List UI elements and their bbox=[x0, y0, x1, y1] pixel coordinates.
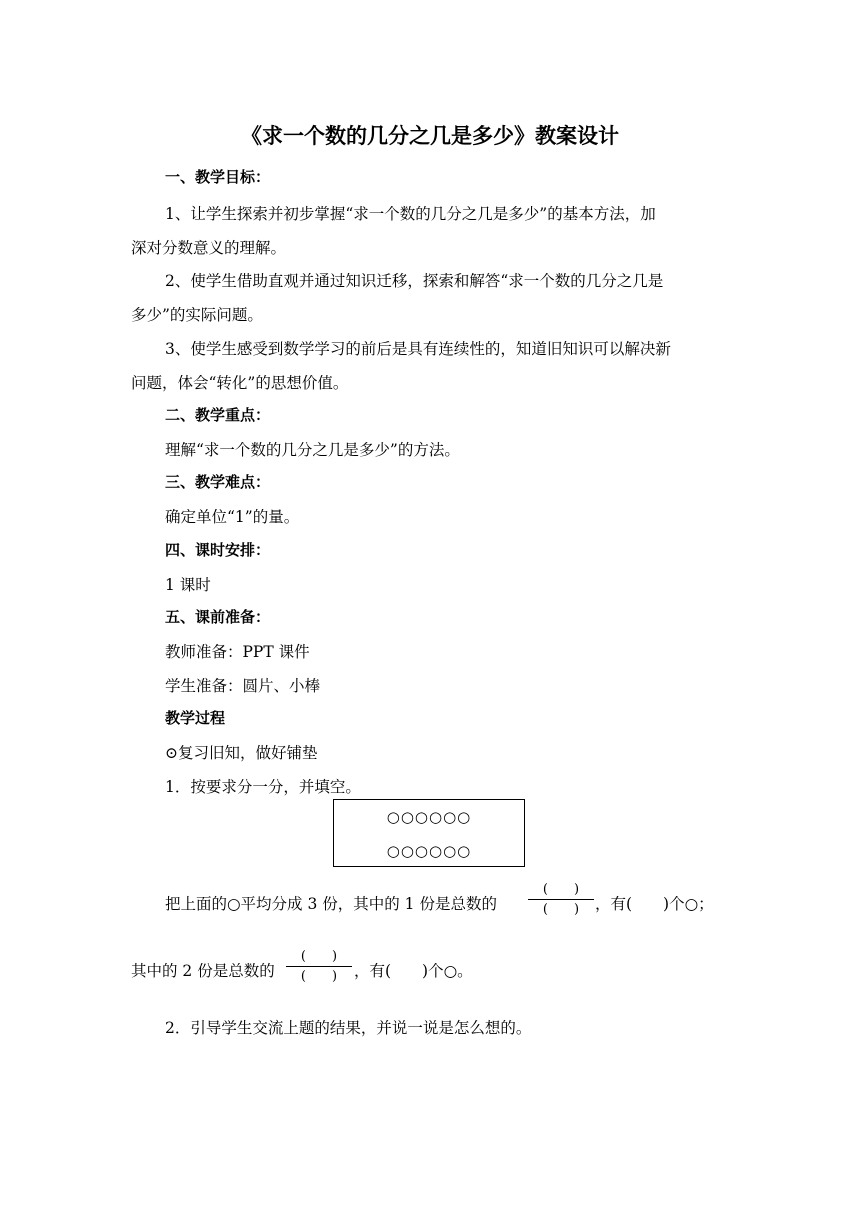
key-point-text: 理解“求一个数的几分之几是多少”的方法。 bbox=[165, 441, 460, 459]
heading-teaching-goals: 一、教学目标： bbox=[165, 168, 271, 186]
fill-line-b-suffix: ，有( )个○。 bbox=[354, 962, 473, 980]
difficulty-text: 确定单位“1”的量。 bbox=[165, 508, 300, 526]
fill-line-a-suffix: ，有( )个○； bbox=[595, 895, 714, 913]
heading-key-point: 二、教学重点： bbox=[165, 406, 271, 424]
goal-1-line-2: 深对分数意义的理解。 bbox=[131, 239, 287, 257]
circles-row-2: ○○○○○○ bbox=[386, 842, 472, 860]
fraction-a-numerator: ( ) bbox=[542, 882, 580, 897]
question-2: 2．引导学生交流上题的结果，并说一说是怎么想的。 bbox=[165, 1019, 532, 1037]
fill-line-a-prefix: 把上面的○平均分成 3 份，其中的 1 份是总数的 bbox=[165, 895, 497, 913]
fraction-a-bar bbox=[528, 899, 594, 900]
fraction-b-denominator: ( ) bbox=[300, 969, 338, 984]
goal-2-line-1: 2、使学生借助直观并通过知识迁移，探索和解答“求一个数的几分之几是 bbox=[165, 272, 664, 290]
review-heading: ⊙复习旧知，做好铺垫 bbox=[165, 744, 318, 762]
circles-row-1: ○○○○○○ bbox=[386, 808, 472, 826]
heading-difficulty: 三、教学难点： bbox=[165, 473, 271, 491]
fraction-b-numerator: ( ) bbox=[300, 949, 338, 964]
fraction-blank-a[interactable] bbox=[528, 881, 594, 918]
student-prep-text: 学生准备：圆片、小棒 bbox=[165, 677, 321, 695]
goal-2-line-2: 多少”的实际问题。 bbox=[131, 306, 263, 324]
heading-preparation: 五、课前准备： bbox=[165, 608, 271, 626]
question-1: 1．按要求分一分，并填空。 bbox=[165, 778, 361, 796]
fraction-a-denominator: ( ) bbox=[542, 902, 580, 917]
goal-3-line-2: 问题，体会“转化”的思想价值。 bbox=[131, 374, 349, 392]
page-title: 《求一个数的几分之几是多少》教案设计 bbox=[241, 124, 619, 148]
fraction-b-bar bbox=[286, 966, 352, 967]
heading-schedule: 四、课时安排： bbox=[165, 541, 271, 559]
schedule-text: 1 课时 bbox=[165, 576, 211, 594]
circles-box bbox=[333, 799, 525, 867]
goal-3-line-1: 3、使学生感受到数学学习的前后是具有连续性的，知道旧知识可以解决新 bbox=[165, 340, 671, 358]
teacher-prep-text: 教师准备：PPT 课件 bbox=[165, 643, 310, 661]
fill-line-b-prefix: 其中的 2 份是总数的 bbox=[131, 962, 275, 980]
goal-1-line-1: 1、让学生探索并初步掌握“求一个数的几分之几是多少”的基本方法，加 bbox=[165, 205, 656, 223]
fraction-blank-b[interactable] bbox=[286, 948, 352, 985]
heading-teaching-process: 教学过程 bbox=[165, 709, 226, 727]
